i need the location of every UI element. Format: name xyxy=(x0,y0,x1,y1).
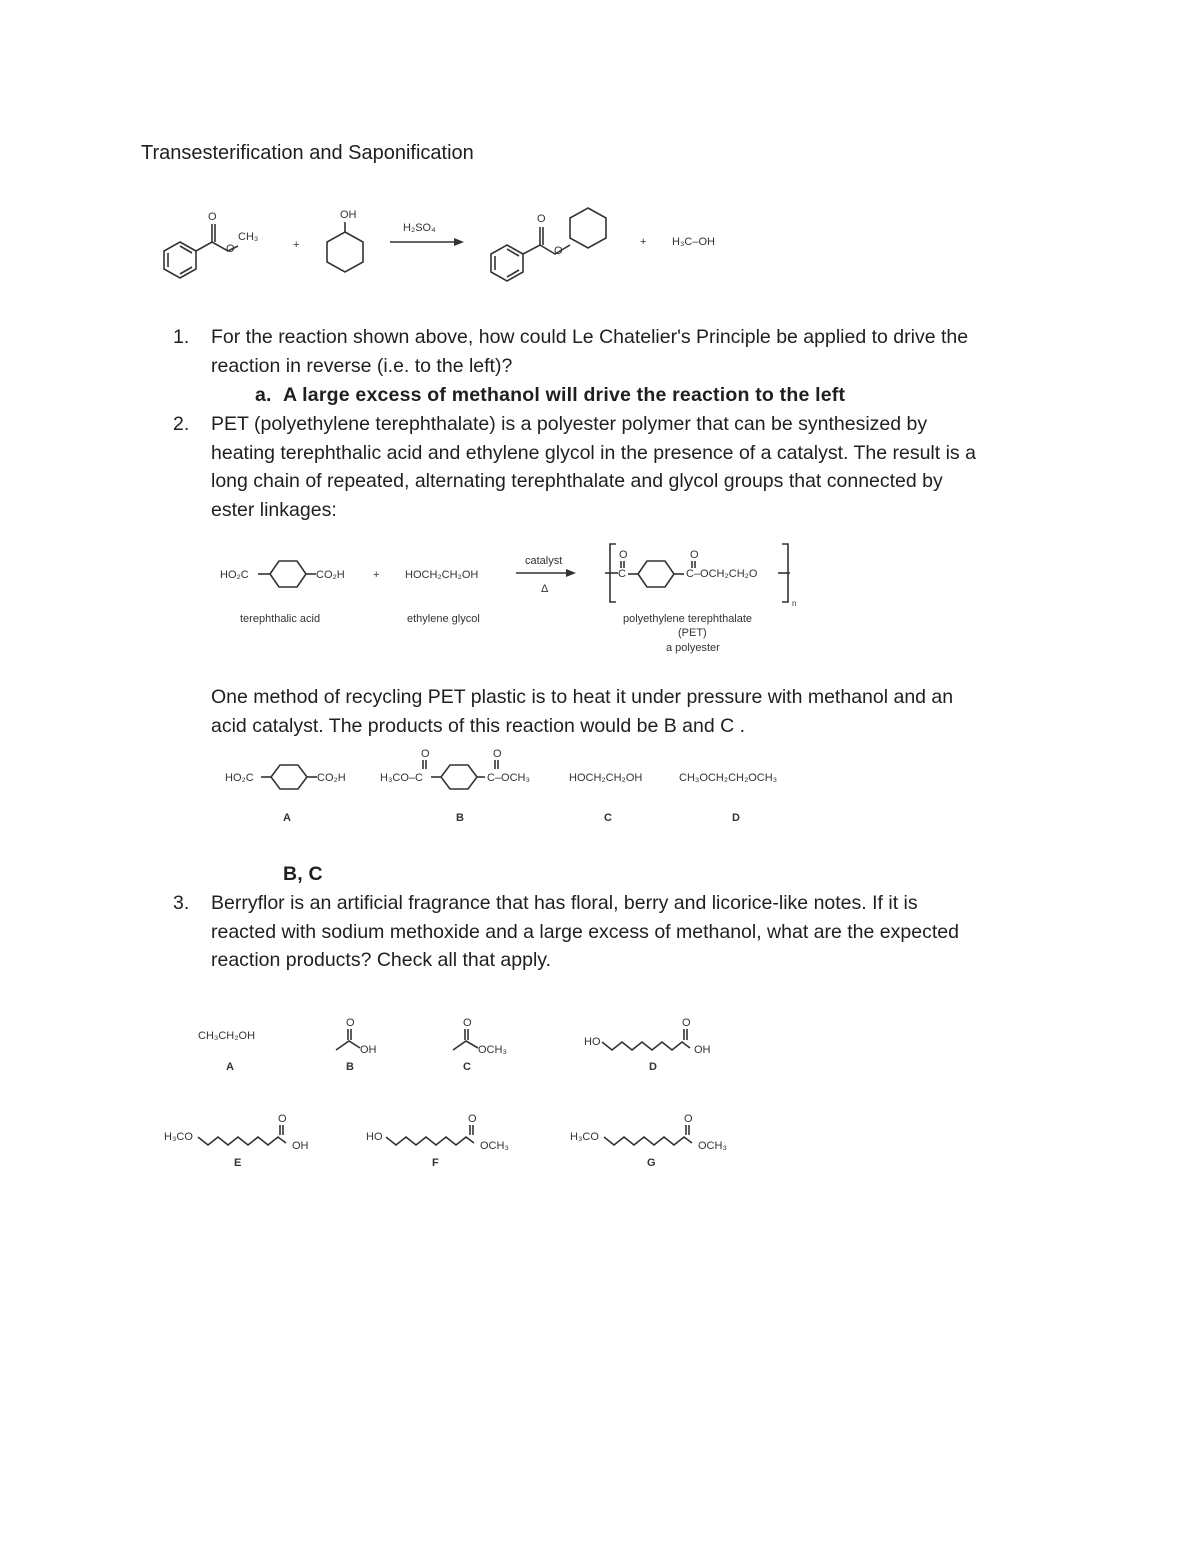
option-d-formula: CH₃OCH₂CH₂OCH₃ xyxy=(679,772,778,784)
option-e-h3co: H₃CO xyxy=(164,1131,193,1143)
option-letter: B xyxy=(346,1061,354,1073)
catalyst-label: catalyst xyxy=(525,555,563,567)
option-b-carbonyl-o-2: O xyxy=(493,748,502,760)
option-a-left: HO₂C xyxy=(225,772,254,784)
option-f-ho: HO xyxy=(366,1131,383,1143)
transesterification-scheme xyxy=(150,200,790,290)
option-letter: B xyxy=(456,812,464,824)
subscript-n: n xyxy=(792,599,797,608)
option-b-right: C–OCH₃ xyxy=(487,772,530,784)
option-g-h3co: H₃CO xyxy=(570,1131,599,1143)
acid-left-group: HO₂C xyxy=(220,569,249,581)
option-letter: G xyxy=(647,1157,656,1169)
option-f-och3: OCH₃ xyxy=(480,1140,509,1152)
option-letter: C xyxy=(463,1061,471,1073)
option-letter: A xyxy=(283,812,291,824)
berryflor-options xyxy=(160,1010,780,1180)
option-e-carbonyl-o: O xyxy=(278,1113,287,1125)
caption-terephthalic-acid: terephthalic acid xyxy=(240,613,321,625)
product-ester-o: O xyxy=(554,245,563,257)
option-b-ring xyxy=(441,765,477,789)
option-letter: E xyxy=(234,1157,242,1169)
option-d-ho: HO xyxy=(584,1036,601,1048)
cyclohexane-ring xyxy=(327,232,363,272)
option-f-carbonyl-o: O xyxy=(468,1113,477,1125)
hydroxyl-label: OH xyxy=(340,209,357,221)
question-line: reaction products? Check all that apply. xyxy=(211,949,551,971)
pet-synthesis-scheme xyxy=(220,540,840,660)
option-g-carbonyl-o: O xyxy=(684,1113,693,1125)
question-1 xyxy=(211,323,968,380)
question-number: 3. xyxy=(173,892,190,914)
option-b-carbonyl-o: O xyxy=(346,1017,355,1029)
option-b-oh: OH xyxy=(360,1044,377,1056)
heat-symbol: Δ xyxy=(541,583,549,595)
carbon-label: C xyxy=(618,568,626,580)
question-line: ester linkages: xyxy=(211,498,337,521)
reaction-arrowhead xyxy=(454,238,464,246)
option-b-carbonyl-o: O xyxy=(421,748,430,760)
plus-sign-2: + xyxy=(640,236,647,248)
question-line: reaction in reverse (i.e. to the left)? xyxy=(211,354,513,377)
catalyst-label: H₂SO₄ xyxy=(403,222,436,234)
document-title: Transesterification and Saponification xyxy=(141,142,474,164)
option-a-formula: CH₃CH₂OH xyxy=(198,1030,256,1042)
question-line: For the reaction shown above, how could Le Chatelier's Principle be applied to drive the xyxy=(211,326,969,348)
question-3 xyxy=(211,889,959,975)
plus-sign: + xyxy=(373,569,380,581)
option-a-right: CO₂H xyxy=(317,772,346,784)
carbonyl-o-label: O xyxy=(208,211,217,223)
recycling-options xyxy=(225,745,825,825)
paragraph-line: One method of recycling PET plastic is to heat it under pressure with methanol and an xyxy=(211,686,954,708)
caption-pet-abbrev: (PET) xyxy=(678,627,707,639)
option-letter: D xyxy=(732,812,740,824)
ester-o-label: O xyxy=(226,243,235,255)
option-b-left: H₃CO–C xyxy=(380,772,423,784)
question-line: reacted with sodium methoxide and a large excess of methanol, what are the expected xyxy=(211,920,959,943)
glycol-formula: HOCH₂CH₂OH xyxy=(405,569,479,581)
option-a-ring xyxy=(271,765,307,789)
question-number: 2. xyxy=(173,413,190,435)
option-c-formula: HOCH₂CH₂OH xyxy=(569,772,643,784)
caption-polyester: a polyester xyxy=(666,642,720,654)
methanol-label: H₃C–OH xyxy=(672,236,715,248)
reaction-arrowhead xyxy=(566,569,576,577)
option-letter: D xyxy=(649,1061,657,1073)
product-cyclohexane-ring xyxy=(570,208,606,248)
caption-pet-name: polyethylene terephthalate xyxy=(623,613,753,625)
option-g-och3: OCH₃ xyxy=(698,1140,727,1152)
question-2 xyxy=(211,410,976,524)
question-line: Berryflor is an artificial fragrance that has floral, berry and licorice-like notes. If it is xyxy=(211,892,918,914)
recycling-paragraph xyxy=(211,683,953,740)
answer-2: B, C xyxy=(283,863,323,885)
option-e-oh: OH xyxy=(292,1140,309,1152)
product-carbonyl-o: O xyxy=(537,213,546,225)
carbonyl-o: O xyxy=(619,549,628,561)
answer-1: A large excess of methanol will drive the reaction to the left xyxy=(283,384,846,406)
question-number: 1. xyxy=(173,326,190,348)
question-line: long chain of repeated, alternating terephthalate and glycol groups that connected by xyxy=(211,470,943,492)
paragraph-line: acid catalyst. The products of this reaction would be B and C . xyxy=(211,714,746,737)
repeat-benzene-ring xyxy=(638,561,674,587)
caption-ethylene-glycol: ethylene glycol xyxy=(407,613,480,625)
methyl-label: CH₃ xyxy=(238,231,259,243)
answer-marker: a. xyxy=(255,384,272,406)
question-line: PET (polyethylene terephthalate) is a polyester polymer that can be synthesized by xyxy=(211,413,928,435)
option-letter: F xyxy=(432,1157,439,1169)
benzene-ring xyxy=(270,561,306,587)
option-d-oh: OH xyxy=(694,1044,711,1056)
option-c-carbonyl-o: O xyxy=(463,1017,472,1029)
plus-sign: + xyxy=(293,239,300,251)
option-letter: C xyxy=(604,812,612,824)
benzene-ring xyxy=(164,242,196,278)
acid-right-group: CO₂H xyxy=(316,569,345,581)
repeat-unit-tail: C–OCH₂CH₂O xyxy=(686,568,758,580)
option-letter: A xyxy=(226,1061,234,1073)
carbonyl-o-2: O xyxy=(690,549,699,561)
option-d-carbonyl-o: O xyxy=(682,1017,691,1029)
question-line: heating terephthalic acid and ethylene glycol in the presence of a catalyst. The result is a xyxy=(211,441,976,464)
option-c-och3: OCH₃ xyxy=(478,1044,507,1056)
